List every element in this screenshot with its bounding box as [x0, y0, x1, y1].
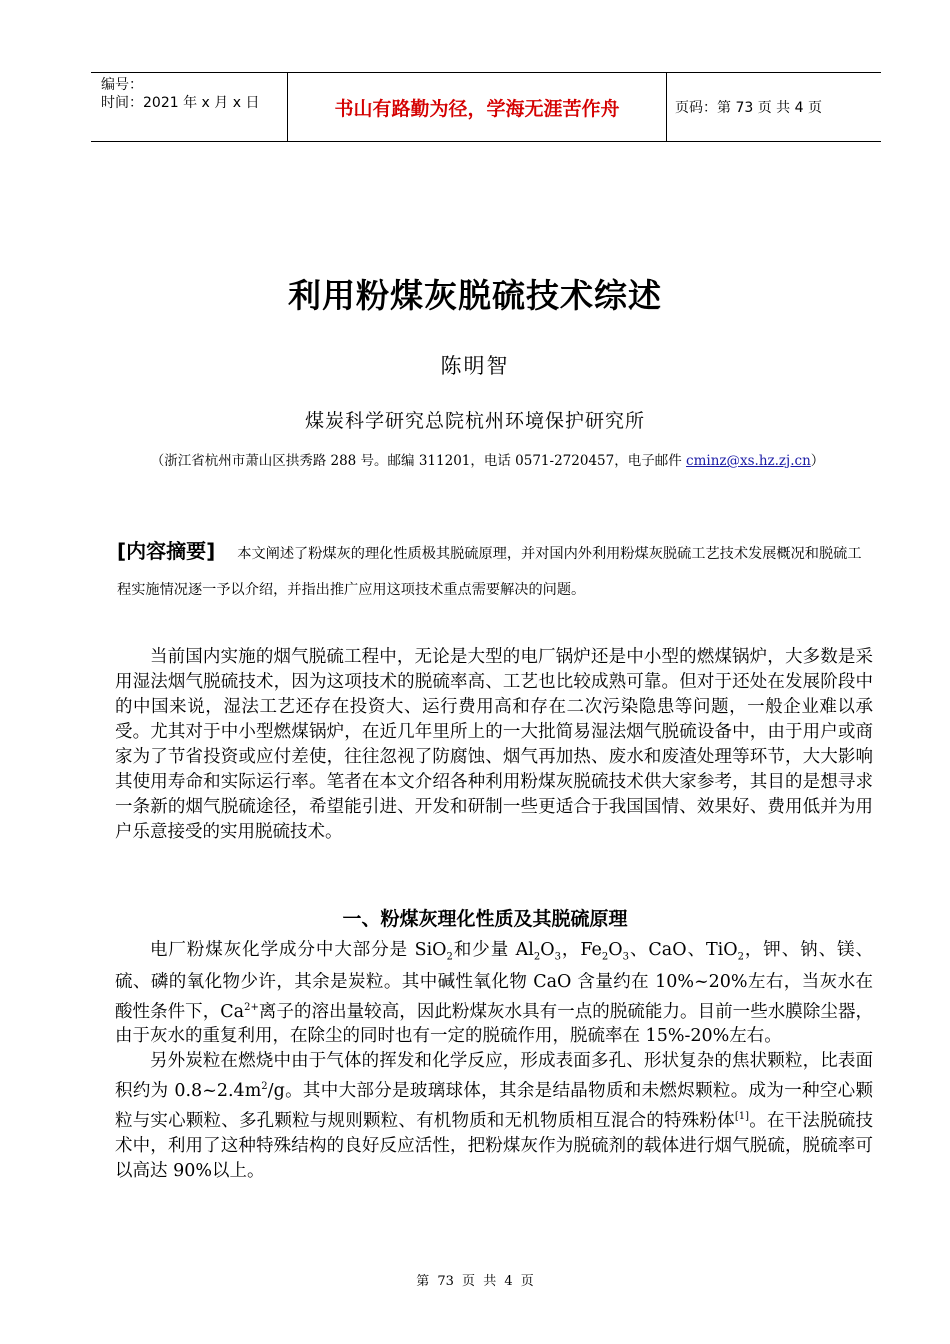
abstract-label: [内容摘要]	[117, 539, 216, 563]
intro-paragraph: 当前国内实施的烟气脱硫工程中，无论是大型的电厂锅炉还是中小型的燃煤锅炉，大多数是采用湿法烟气脱硫技术，因为这项技术的脱硫率高、工艺也比较成熟可靠。但对于还处在发展阶段中的中国来说，湿法工艺还存在投资大、运行费用高和存在二次污染隐患等问题，一般企业难以承受。尤其对于中小型燃煤锅炉，在近几年里所上的一大批简易湿法烟气脱硫设备中，由于用户或商家为了节省投资或应付差使，往往忽视了防腐蚀、烟气再加热、废水和废渣处理等环节，大大影响其使用寿命和实际运行率。笔者在本文介绍各种利用粉煤灰脱硫技术供大家参考，其目的是想寻求一条新的烟气脱硫途径，希望能引进、开发和研制一些更适合于我国国情、效果好、费用低并为用户乐意接受的实用脱硫技术。	[115, 647, 873, 842]
section-body	[115, 938, 873, 1184]
abstract	[117, 533, 862, 608]
header-number: 编号：	[101, 77, 143, 93]
header-meta	[101, 76, 259, 112]
header-time: 时间：2021 年 x 月 x 日	[101, 95, 260, 111]
author-name: 陈明智	[440, 354, 510, 378]
page-footer: 第 73 页 共 4 页	[416, 1274, 534, 1289]
author-institution: 煤炭科学研究总院杭州环境保护研究所	[304, 410, 645, 432]
abstract-text: 本文阐述了粉煤灰的理化性质极其脱硫原理，并对国内外利用粉煤灰脱硫工艺技术发展概况和脱硫工程实施情况逐一予以介绍，并指出推广应用这项技术重点需要解决的问题。	[117, 546, 862, 598]
contact-suffix: ）	[810, 453, 825, 469]
author-contact	[0, 449, 950, 469]
page-header	[91, 72, 881, 142]
section-paragraph-2: 另外炭粒在燃烧中由于气体的挥发和化学反应，形成表面多孔、形状复杂的焦状颗粒，比表面积约为 $0.8\sim 2.4m^2/g$。其中大部分是玻璃球体，其余是结晶物质和未燃烬颗粒。成为一种空心颗粒与实心颗粒、多孔颗粒与规则颗粒、有机物质和无机物质相互混合的特殊粉体[1]。在干法脱硫技术中，利用了这种特殊结构的良好反应活性，把粉煤灰作为脱硫剂的载体进行烟气脱硫，脱硫率可以高达 90%以上。	[115, 1051, 874, 1181]
email-link[interactable]: cminz@xs.hz.zj.cn	[686, 453, 811, 469]
intro-section	[115, 645, 873, 845]
reference-marker[interactable]: [1]	[734, 1111, 750, 1123]
contact-prefix: （浙江省杭州市萧山区拱秀路 288 号。邮编 311201，电话 0571-2720457，电子邮件	[150, 453, 687, 469]
header-motto: 书山有路勤为径，学海无涯苦作舟	[287, 73, 667, 141]
document-title: 利用粉煤灰脱硫技术综述	[288, 276, 662, 315]
section-paragraph-1: 电厂粉煤灰化学成分中大部分是 SiO$_2$和少量 $Al_2O_3$，$Fe_2O_3$、CaO、TiO$_2$，钾、钠、镁、硫、磷的氧化物少许，其余是炭粒。其中碱性氧化物 CaO 含量约在 10%~20%左右，当灰水在酸性条件下，$Ca^{2+}$离子的溶出量较高，因此粉煤灰水具有一点的脱硫能力。目前一些水膜除尘器，由于灰水的重复利用，在除尘的同时也有一定的脱硫作用，脱硫率在 15%-20%左右。	[115, 940, 873, 1047]
header-page-number: 页码：第 73 页 共 4 页	[675, 100, 822, 116]
section-heading: 一、粉煤灰理化性质及其脱硫原理	[342, 908, 628, 930]
